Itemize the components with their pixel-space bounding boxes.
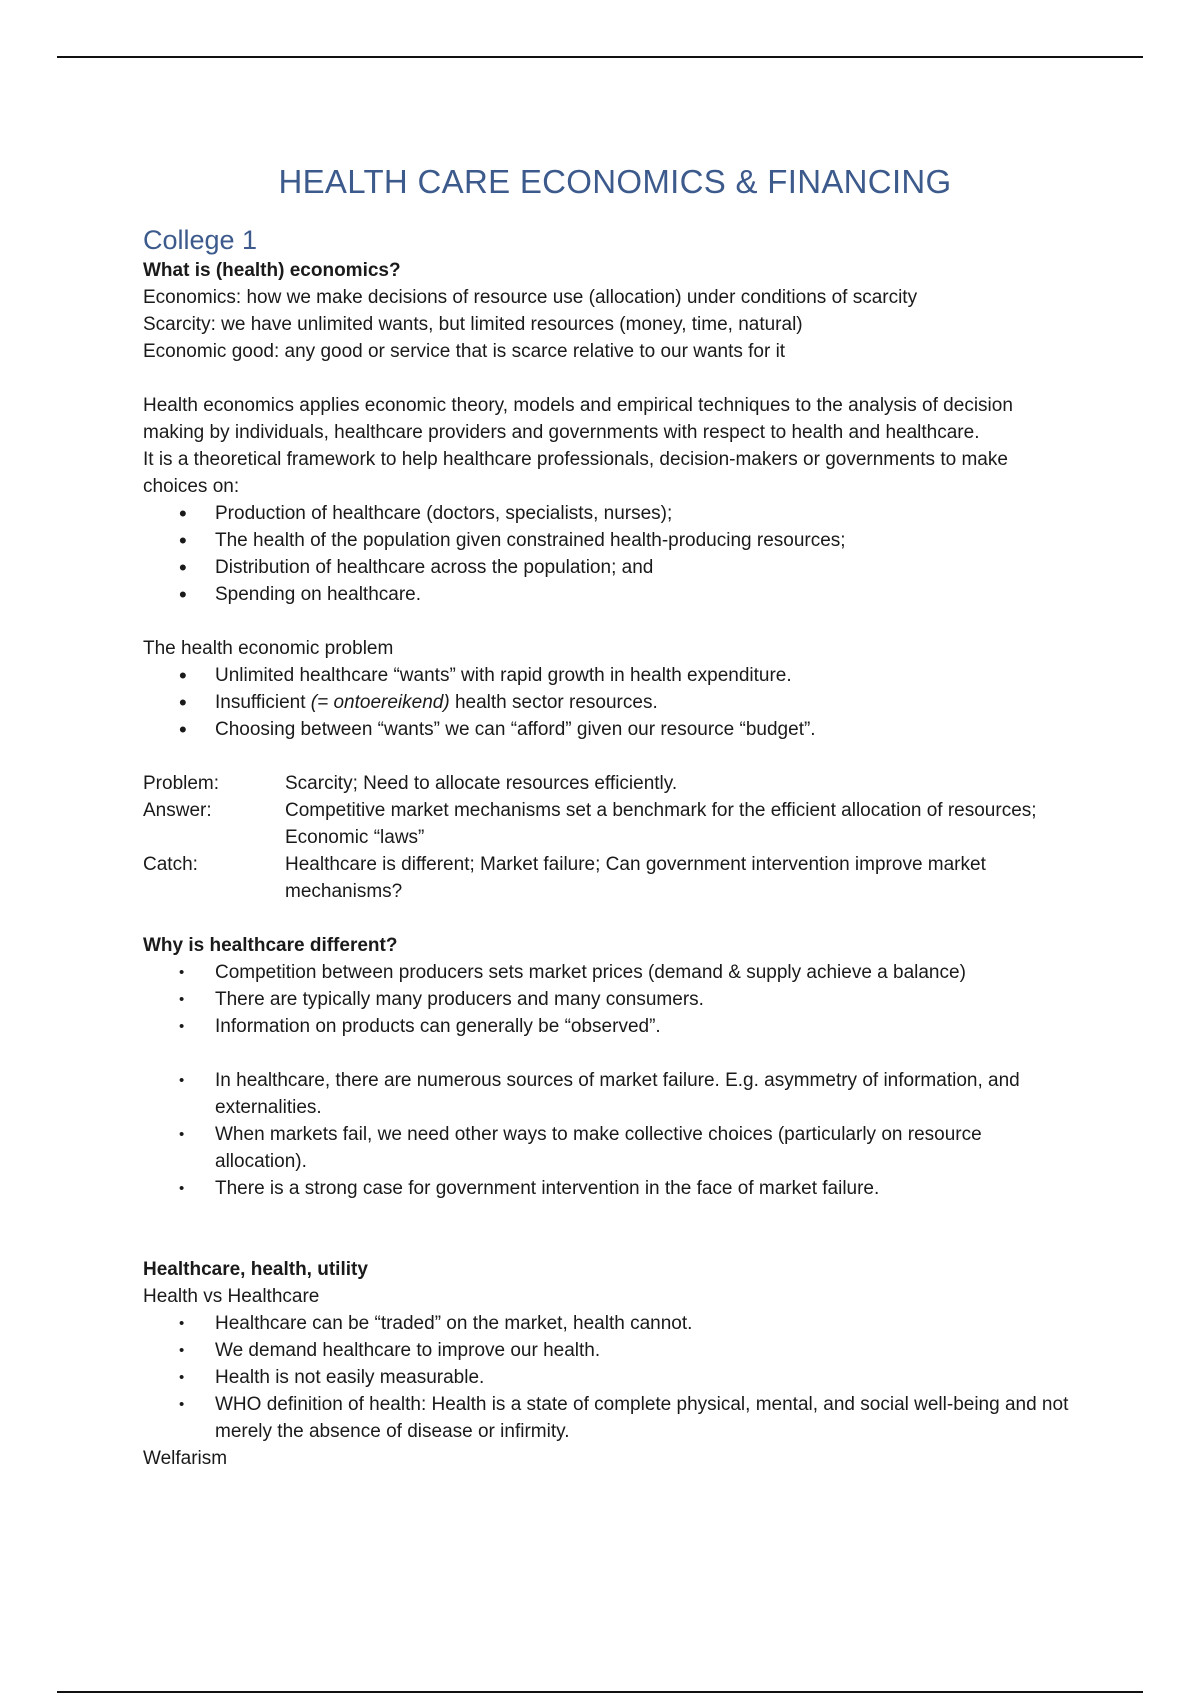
bullet-icon: • [179, 555, 187, 580]
document-page [143, 163, 1073, 1472]
answer-row: Answer: Competitive market mechanisms set a benchmark for the efficient allocation of resources; Economic “laws” [143, 800, 1037, 848]
list-item: • Choosing between “wants” we can “afford” given our resource “budget”. [179, 717, 816, 742]
market-failure-list [143, 1067, 1073, 1202]
welfarism-heading: Welfarism [143, 1448, 228, 1469]
paragraph: It is a theoretical framework to help healthcare professionals, decision-makers or governments to make choices on: [143, 449, 1008, 497]
list-item: • In healthcare, there are numerous sources of market failure. E.g. asymmetry of information, and externalities. [143, 1067, 1073, 1121]
list-item: • Healthcare can be “traded” on the market, health cannot. [143, 1310, 1073, 1337]
bullet-icon: • [179, 1072, 185, 1089]
bullet-icon: • [179, 1018, 185, 1035]
list-item: • Production of healthcare (doctors, specialists, nurses); [179, 501, 673, 526]
subheading-why-different: Why is healthcare different? [143, 935, 398, 956]
problem-heading: The health economic problem [143, 638, 394, 659]
list-item: • Competition between producers sets market prices (demand & supply achieve a balance) [143, 959, 1073, 986]
health-vs-healthcare: Health vs Healthcare [143, 1286, 320, 1307]
choices-list [143, 500, 1073, 608]
bullet-icon: • [179, 1342, 185, 1359]
translation-note: (= ontoereikend) [310, 692, 450, 713]
list-item: • There is a strong case for government intervention in the face of market failure. [143, 1175, 1073, 1202]
bullet-icon: • [179, 690, 187, 715]
list-item: • The health of the population given constrained health-producing resources; [179, 528, 846, 553]
section-heading: College 1 [143, 225, 258, 255]
footer-rule [57, 1691, 1143, 1693]
list-item: • When markets fail, we need other ways to make collective choices (particularly on resource allocation). [143, 1121, 1073, 1175]
problem-list [143, 662, 1073, 743]
paragraph: Health economics applies economic theory, models and empirical techniques to the analysis of decision making by individuals, healthcare providers and governments with respect to health and healthcare. [143, 395, 1013, 443]
list-item: • There are typically many producers and many consumers. [143, 986, 1073, 1013]
list-item: • Information on products can generally be “observed”. [143, 1013, 1073, 1040]
list-item: • Distribution of healthcare across the population; and [179, 555, 654, 580]
list-item: • Spending on healthcare. [179, 582, 421, 607]
bullet-icon: • [179, 1396, 185, 1413]
bullet-icon: • [179, 582, 187, 607]
list-item: • Unlimited healthcare “wants” with rapid growth in health expenditure. [179, 663, 792, 688]
definition-line: Economic good: any good or service that is scarce relative to our wants for it [143, 341, 786, 362]
header-rule [57, 56, 1143, 58]
list-item: • We demand healthcare to improve our health. [143, 1337, 1073, 1364]
health-list [143, 1310, 1073, 1445]
definition-line: Scarcity: we have unlimited wants, but limited resources (money, time, natural) [143, 314, 803, 335]
bullet-icon: • [179, 528, 187, 553]
bullet-icon: • [179, 1126, 185, 1143]
document-title: HEALTH CARE ECONOMICS & FINANCING [278, 163, 952, 200]
bullet-icon: • [179, 717, 187, 742]
catch-row: Catch: Healthcare is different; Market failure; Can government intervention improve market mechanisms? [143, 854, 986, 902]
subheading-health-utility: Healthcare, health, utility [143, 1259, 368, 1280]
bullet-icon: • [179, 964, 185, 981]
market-list [143, 959, 1073, 1040]
bullet-icon: • [179, 991, 185, 1008]
bullet-icon: • [179, 1315, 185, 1332]
bullet-icon: • [179, 1180, 185, 1197]
list-item: • WHO definition of health: Health is a state of complete physical, mental, and social well-being and not merely the absence of disease or infirmity. [143, 1391, 1073, 1445]
list-item: • Insufficient (= ontoereikend) health sector resources. [179, 690, 658, 715]
problem-row: Problem: Scarcity; Need to allocate resources efficiently. [143, 773, 678, 794]
bullet-icon: • [179, 501, 187, 526]
bullet-icon: • [179, 1369, 185, 1386]
subheading-what-is-economics: What is (health) economics? [143, 260, 401, 281]
list-item: • Health is not easily measurable. [143, 1364, 1073, 1391]
definition-line: Economics: how we make decisions of resource use (allocation) under conditions of scarcity [143, 287, 918, 308]
bullet-icon: • [179, 663, 187, 688]
